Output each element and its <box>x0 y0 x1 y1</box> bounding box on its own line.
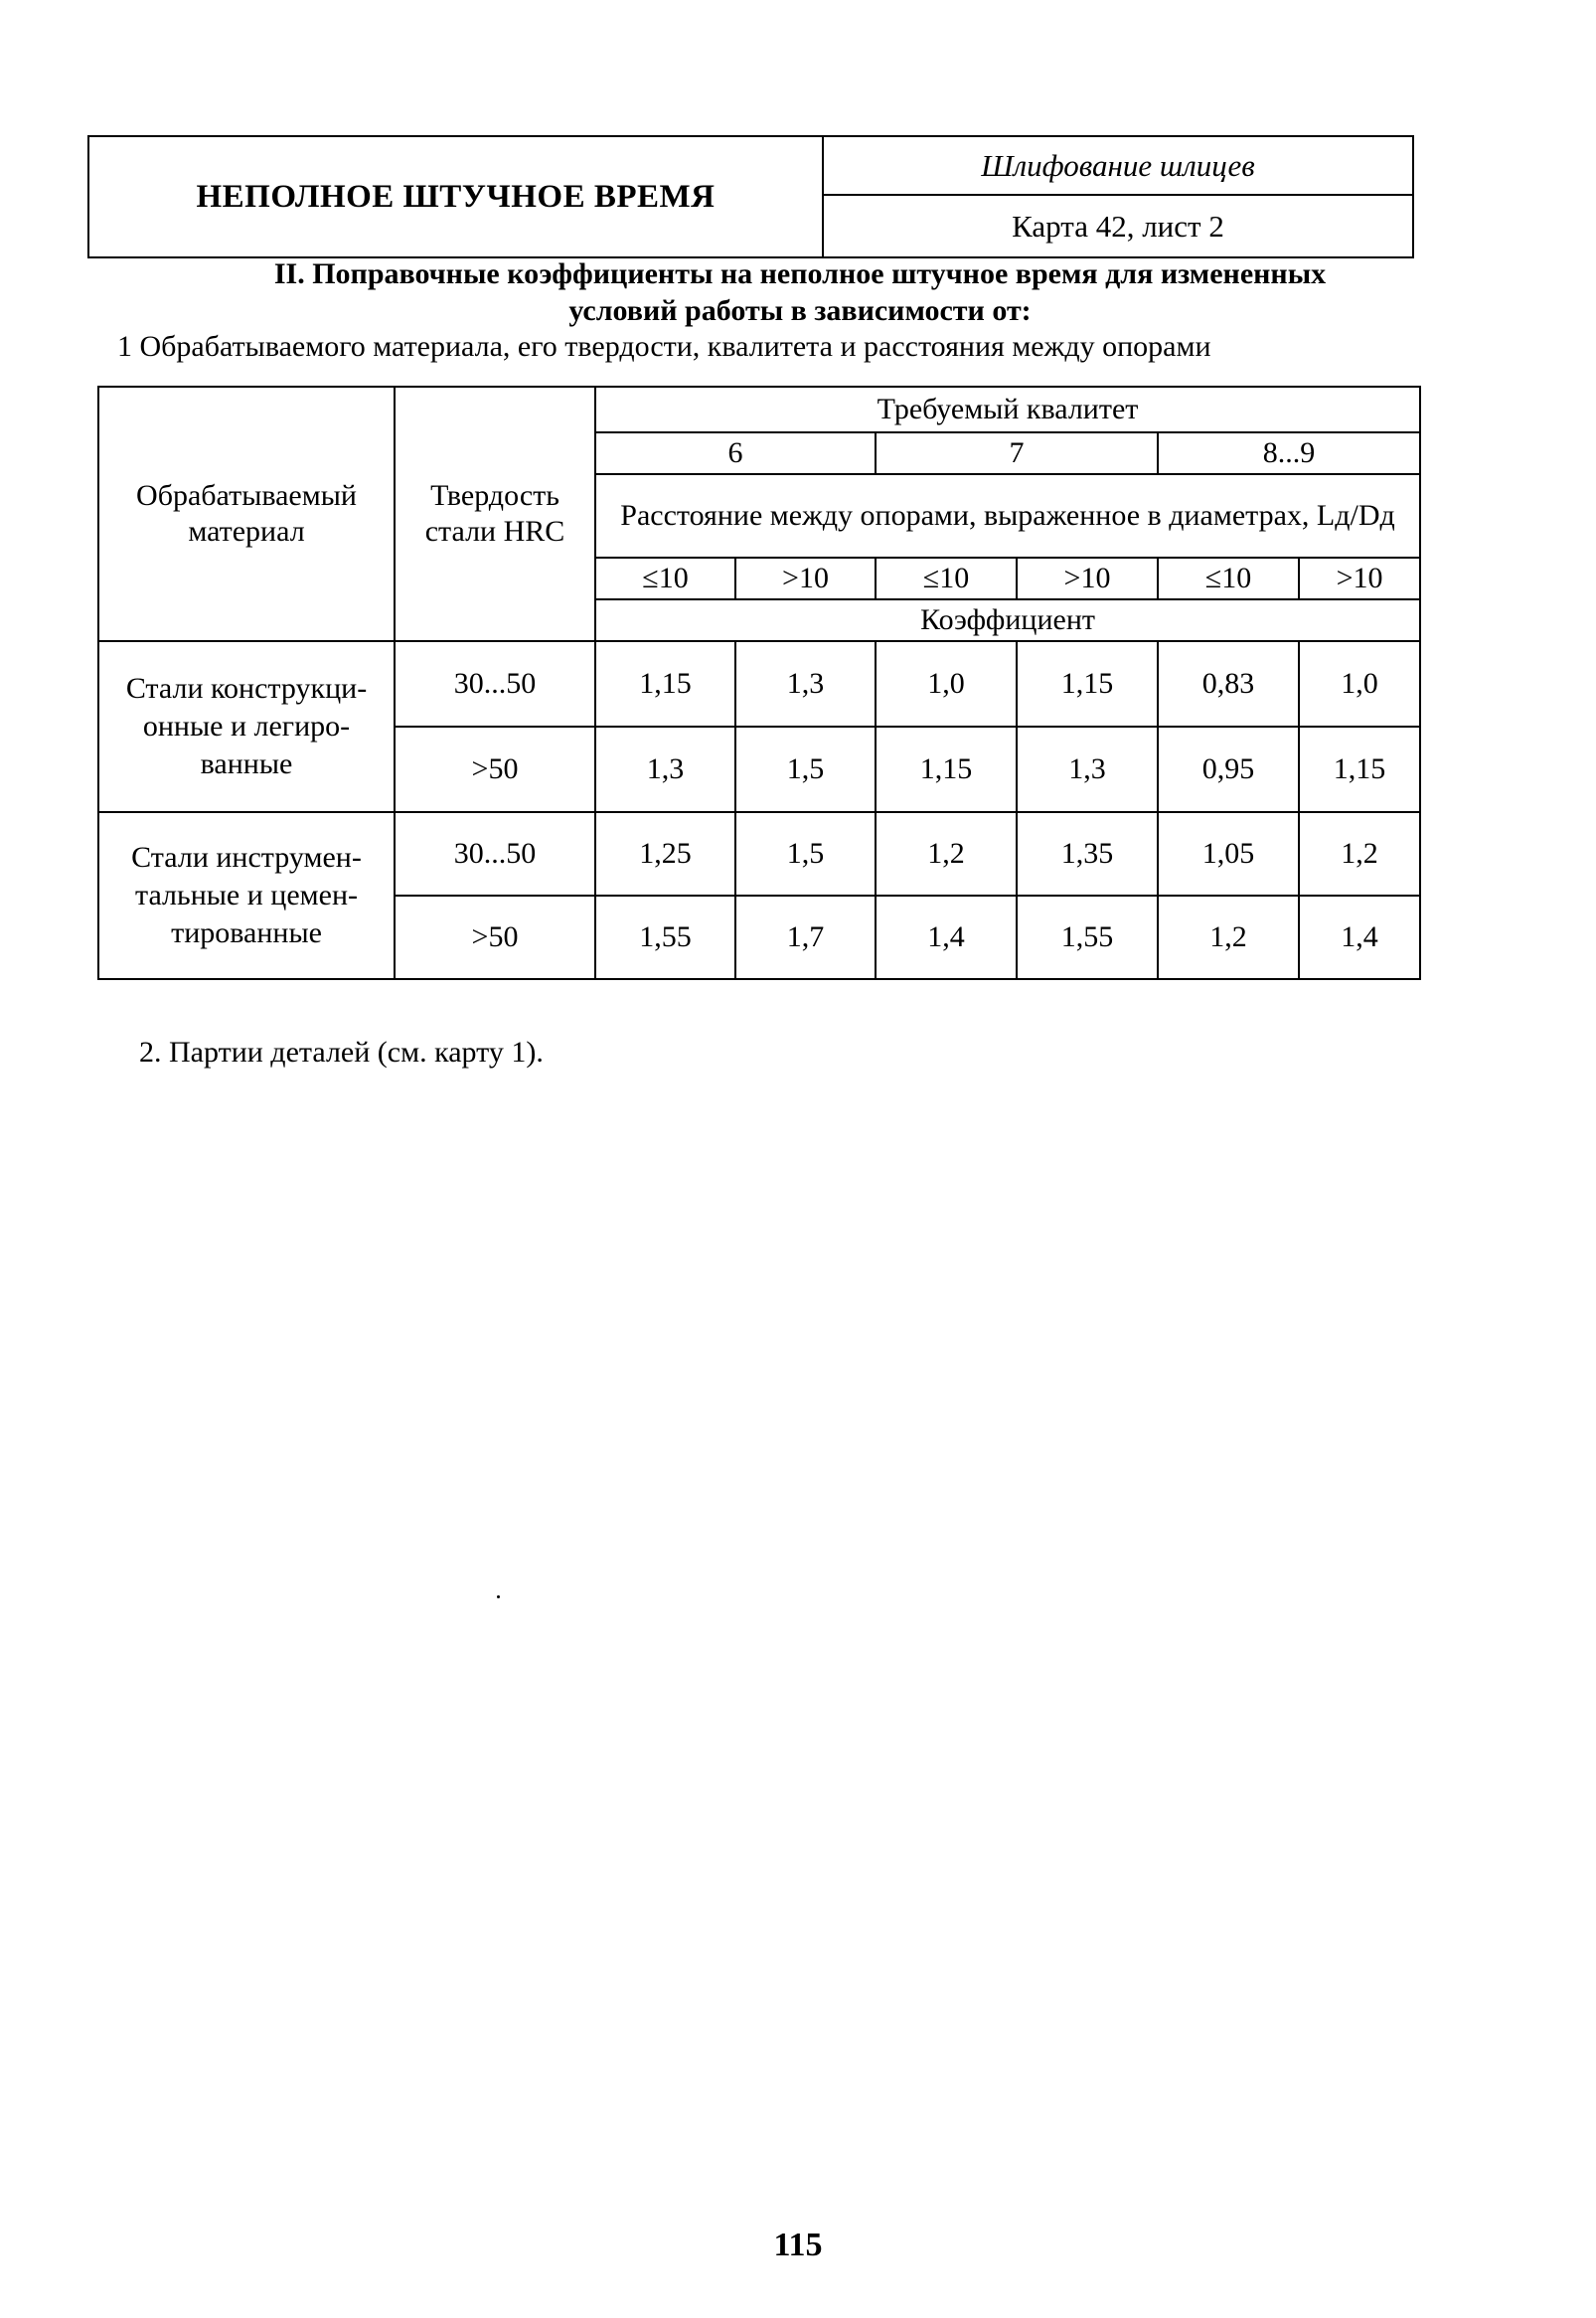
footnote: 2. Партии деталей (см. карту 1). <box>139 1036 544 1069</box>
qualitet-header: Требуемый квалитет <box>595 387 1420 432</box>
hardness-cell: 30...50 <box>395 641 595 727</box>
value-cell: 1,3 <box>1017 727 1158 812</box>
coefficient-header: Коэффициент <box>595 599 1420 641</box>
value-cell: 1,0 <box>876 641 1017 727</box>
distance-col: ≤10 <box>595 558 735 599</box>
value-cell: 1,15 <box>876 727 1017 812</box>
qualitet-cell: 7 <box>876 432 1158 474</box>
value-cell: 0,83 <box>1158 641 1299 727</box>
value-cell: 1,5 <box>735 812 876 896</box>
section-subitem: 1 Обрабатываемого материала, его твердости, квалитета и расстояния между опорами <box>117 330 1211 363</box>
value-cell: 1,55 <box>1017 896 1158 979</box>
material-cell: Стали конструкци-онные и легиро-ванные <box>98 641 395 812</box>
col-hardness-header: Твердость стали HRC <box>395 387 595 641</box>
header-operation: Шлифование шлицев <box>824 137 1412 196</box>
value-cell: 1,2 <box>1158 896 1299 979</box>
hardness-cell: >50 <box>395 727 595 812</box>
value-cell: 1,2 <box>1299 812 1420 896</box>
hardness-cell: 30...50 <box>395 812 595 896</box>
distance-header: Расстояние между опорами, выраженное в диаметрах, Lд/Dд <box>595 474 1420 558</box>
hardness-cell: >50 <box>395 896 595 979</box>
value-cell: 1,0 <box>1299 641 1420 727</box>
card-header <box>87 135 1414 258</box>
value-cell: 1,15 <box>595 641 735 727</box>
header-right <box>824 137 1412 256</box>
header-card: Карта 42, лист 2 <box>1012 208 1224 244</box>
value-cell: 1,4 <box>876 896 1017 979</box>
value-cell: 1,15 <box>1017 641 1158 727</box>
col-material-header: Обрабатываемый материал <box>98 387 395 641</box>
value-cell: 1,25 <box>595 812 735 896</box>
distance-col: >10 <box>1299 558 1420 599</box>
qualitet-cell: 6 <box>595 432 876 474</box>
value-cell: 1,3 <box>595 727 735 812</box>
material-cell: Стали инструмен-тальные и цемен-тированные <box>98 812 395 979</box>
header-title: НЕПОЛНОЕ ШТУЧНОЕ ВРЕМЯ <box>89 137 824 256</box>
value-cell: 0,95 <box>1158 727 1299 812</box>
distance-col: ≤10 <box>876 558 1017 599</box>
value-cell: 1,55 <box>595 896 735 979</box>
value-cell: 1,4 <box>1299 896 1420 979</box>
section-title-line2: условий работы в зависимости от: <box>568 294 1032 327</box>
distance-col: >10 <box>735 558 876 599</box>
page-number: 115 <box>773 2227 823 2263</box>
value-cell: 1,05 <box>1158 812 1299 896</box>
value-cell: 1,5 <box>735 727 876 812</box>
stray-dot <box>497 1595 500 1598</box>
distance-col: ≤10 <box>1158 558 1299 599</box>
value-cell: 1,7 <box>735 896 876 979</box>
value-cell: 1,35 <box>1017 812 1158 896</box>
value-cell: 1,3 <box>735 641 876 727</box>
value-cell: 1,15 <box>1299 727 1420 812</box>
coefficient-table <box>97 386 1421 980</box>
value-cell: 1,2 <box>876 812 1017 896</box>
qualitet-cell: 8...9 <box>1158 432 1420 474</box>
distance-col: >10 <box>1017 558 1158 599</box>
section-title-line1: II. Поправочные коэффициенты на неполное штучное время для измененных <box>273 257 1327 290</box>
